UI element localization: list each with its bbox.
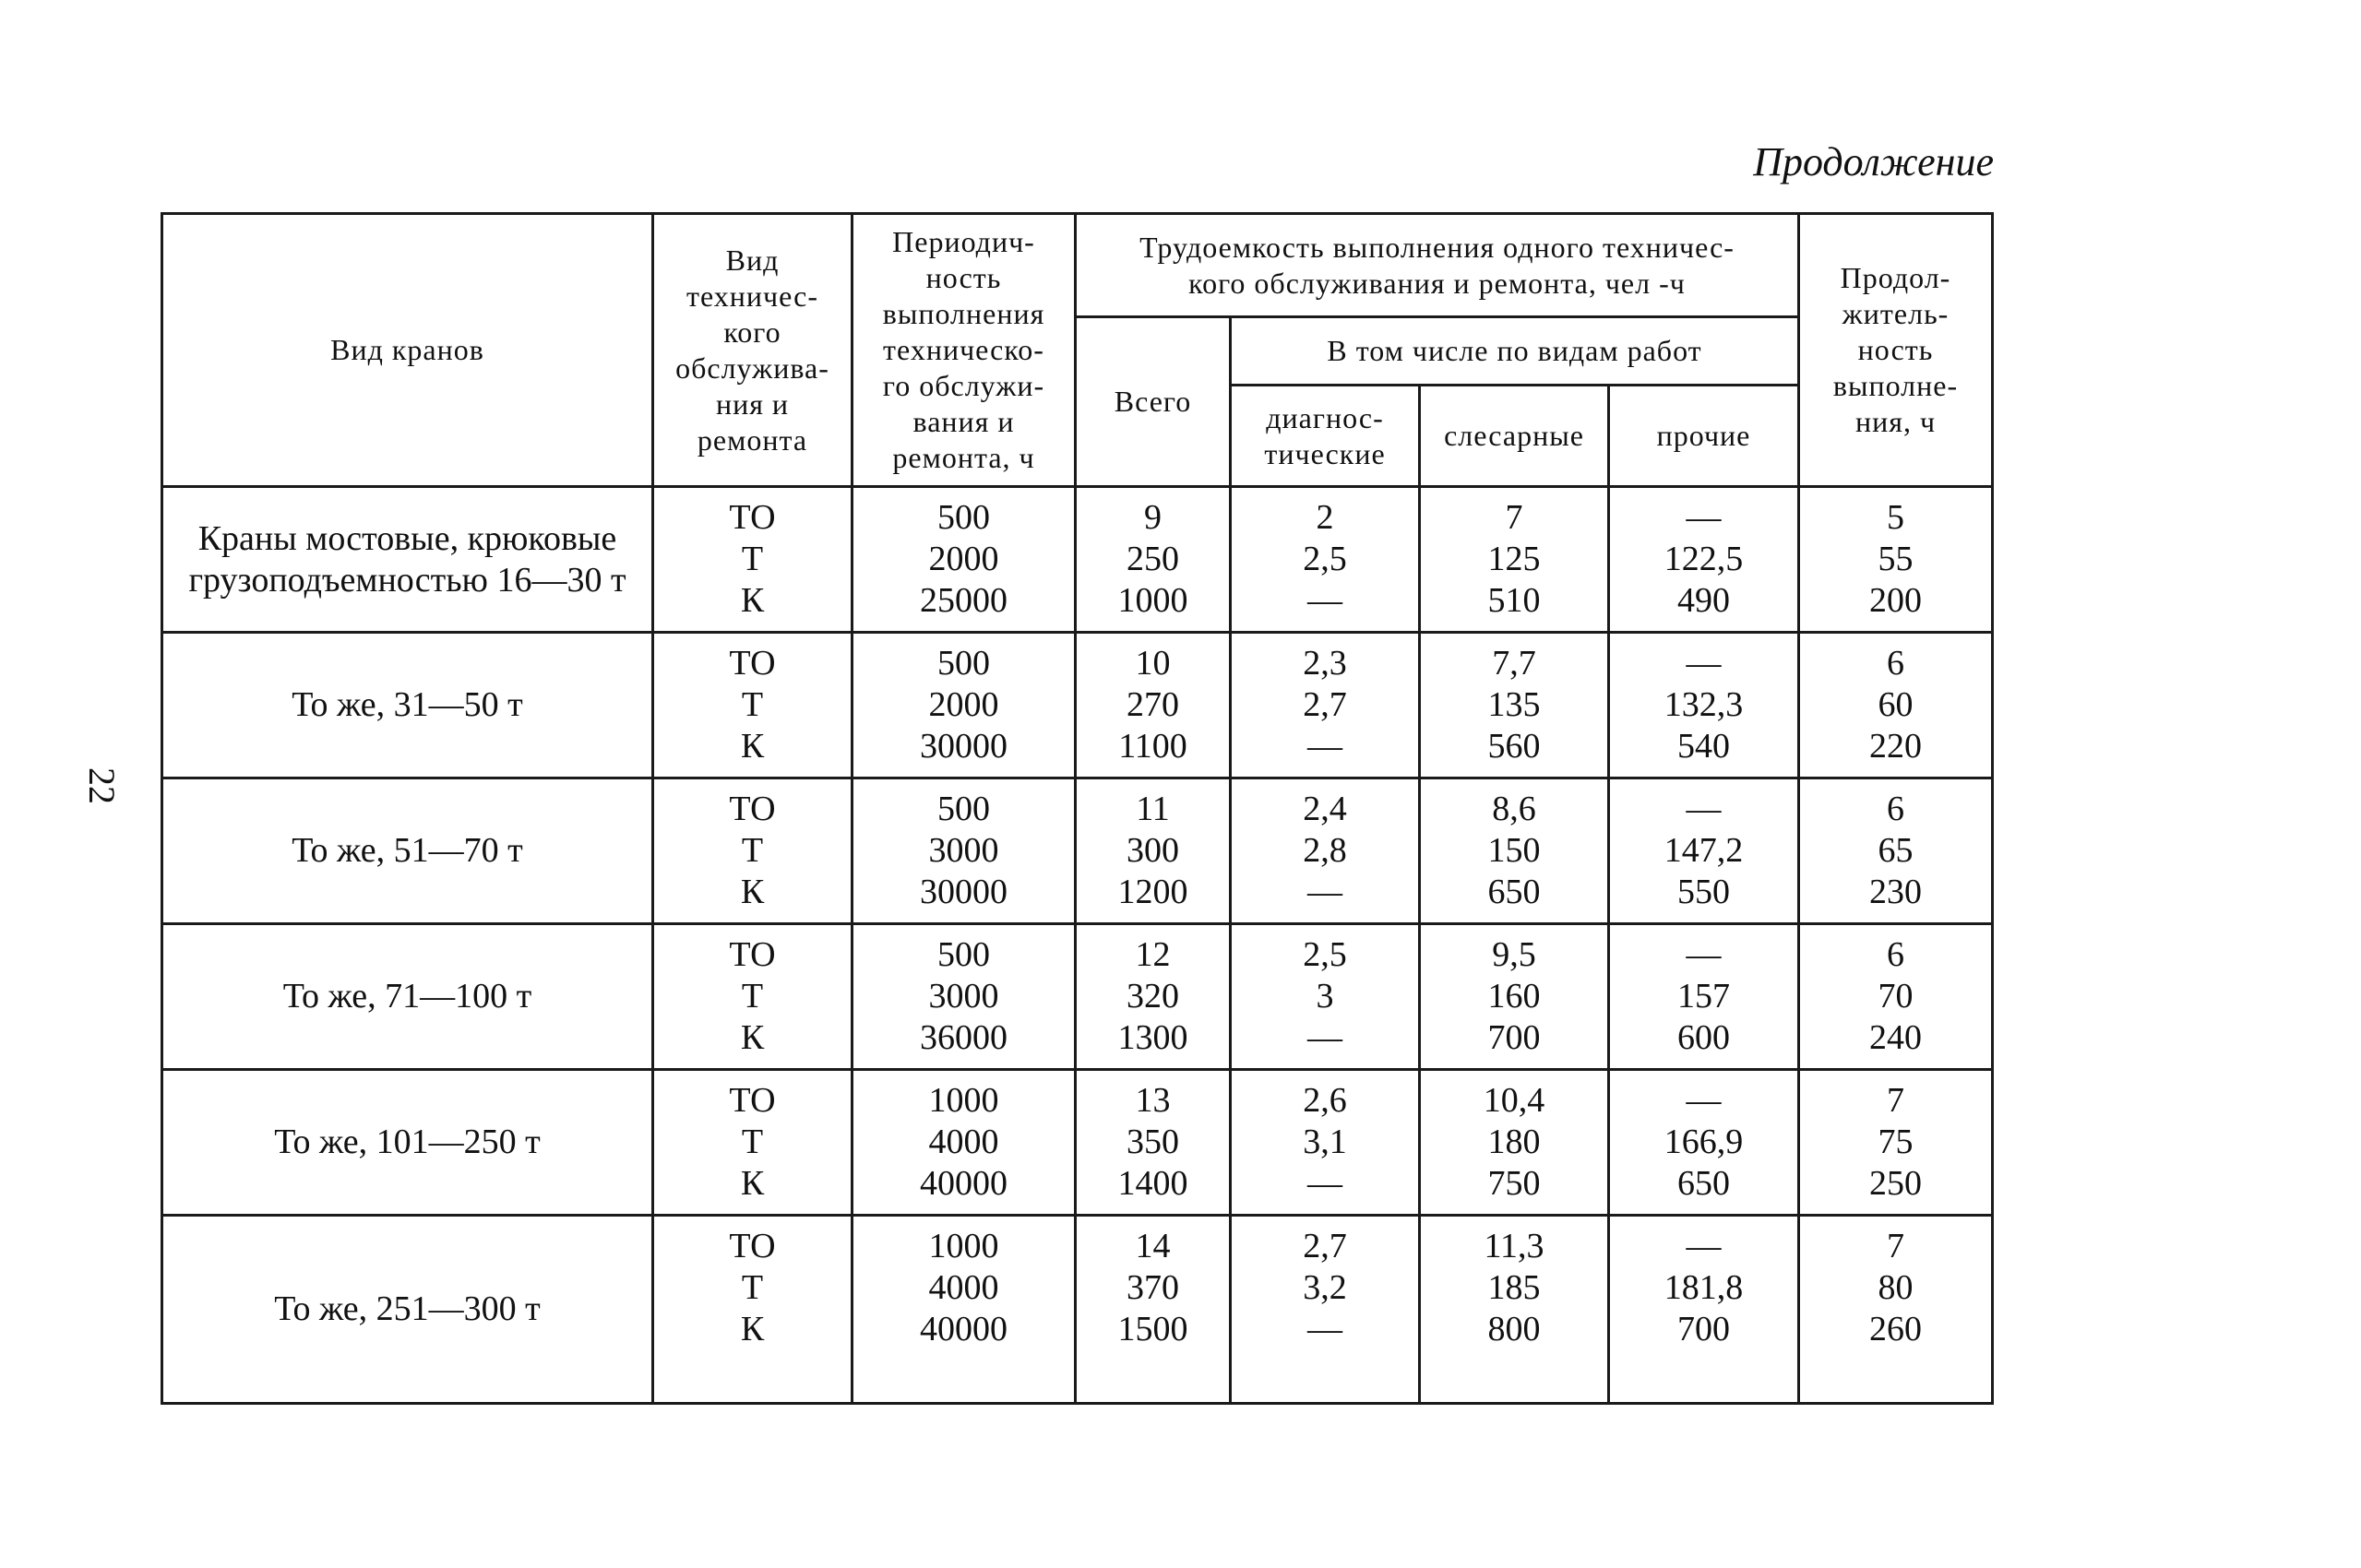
diagnostic-cell: 2 2,5 —	[1231, 487, 1420, 633]
diagnostic-cell: 2,4 2,8 —	[1231, 778, 1420, 924]
kinds-cell: ТО Т К	[653, 487, 853, 633]
total-cell: 11 300 1200	[1076, 778, 1231, 924]
table-row	[162, 778, 1993, 924]
periodicity-cell: 1000 4000 40000	[853, 1070, 1076, 1216]
header-service-type: Вид техничес- кого обслужива- ния и ремонта	[653, 214, 853, 487]
duration-cell: 6 70 240	[1799, 924, 1993, 1070]
crane-maintenance-table	[161, 212, 1994, 1405]
other-cell: — 181,8 700	[1609, 1216, 1799, 1404]
kinds-cell: ТО Т К	[653, 1216, 853, 1404]
total-cell: 12 320 1300	[1076, 924, 1231, 1070]
diagnostic-cell: 2,3 2,7 —	[1231, 633, 1420, 778]
header-diagnostic: диагнос- тические	[1231, 386, 1420, 487]
periodicity-cell: 500 3000 30000	[853, 778, 1076, 924]
header-fitting: слесарные	[1420, 386, 1609, 487]
crane-type-cell: То же, 101—250 т	[162, 1070, 653, 1216]
fitting-cell: 9,5 160 700	[1420, 924, 1609, 1070]
other-cell: — 132,3 540	[1609, 633, 1799, 778]
duration-cell: 6 60 220	[1799, 633, 1993, 778]
header-by-work-type: В том числе по видам работ	[1231, 317, 1799, 386]
page-number: 22	[81, 767, 123, 804]
crane-type-cell: Краны мостовые, крюковые грузоподъемностью 16—30 т	[162, 487, 653, 633]
fitting-cell: 11,3 185 800	[1420, 1216, 1609, 1404]
fitting-cell: 10,4 180 750	[1420, 1070, 1609, 1216]
kinds-cell: ТО Т К	[653, 778, 853, 924]
total-cell: 9 250 1000	[1076, 487, 1231, 633]
table-body	[162, 487, 1993, 1404]
header-other: прочие	[1609, 386, 1799, 487]
periodicity-cell: 500 2000 30000	[853, 633, 1076, 778]
header-labor-intensity: Трудоемкость выполнения одного техничес- кого обслуживания и ремонта, чел -ч	[1076, 214, 1799, 317]
header-total: Всего	[1076, 317, 1231, 487]
total-cell: 10 270 1100	[1076, 633, 1231, 778]
periodicity-cell: 500 3000 36000	[853, 924, 1076, 1070]
total-cell: 14 370 1500	[1076, 1216, 1231, 1404]
kinds-cell: ТО Т К	[653, 1070, 853, 1216]
table-row	[162, 1216, 1993, 1404]
crane-type-cell: То же, 51—70 т	[162, 778, 653, 924]
fitting-cell: 8,6 150 650	[1420, 778, 1609, 924]
header-crane-type: Вид кранов	[162, 214, 653, 487]
kinds-cell: ТО Т К	[653, 633, 853, 778]
periodicity-cell: 500 2000 25000	[853, 487, 1076, 633]
table-row	[162, 924, 1993, 1070]
table-row	[162, 487, 1993, 633]
total-cell: 13 350 1400	[1076, 1070, 1231, 1216]
table-row	[162, 1070, 1993, 1216]
duration-cell: 7 75 250	[1799, 1070, 1993, 1216]
header-periodicity: Периодич- ность выполнения техническо- го обслужи- вания и ремонта, ч	[853, 214, 1076, 487]
other-cell: — 157 600	[1609, 924, 1799, 1070]
kinds-cell: ТО Т К	[653, 924, 853, 1070]
continuation-note: Продолжение	[1753, 139, 1994, 184]
diagnostic-cell: 2,5 3 —	[1231, 924, 1420, 1070]
duration-cell: 5 55 200	[1799, 487, 1993, 633]
header-duration: Продол- житель- ность выполне- ния, ч	[1799, 214, 1993, 487]
duration-cell: 6 65 230	[1799, 778, 1993, 924]
other-cell: — 166,9 650	[1609, 1070, 1799, 1216]
crane-type-cell: То же, 71—100 т	[162, 924, 653, 1070]
periodicity-cell: 1000 4000 40000	[853, 1216, 1076, 1404]
other-cell: — 122,5 490	[1609, 487, 1799, 633]
crane-type-cell: То же, 251—300 т	[162, 1216, 653, 1404]
fitting-cell: 7 125 510	[1420, 487, 1609, 633]
diagnostic-cell: 2,7 3,2 —	[1231, 1216, 1420, 1404]
duration-cell: 7 80 260	[1799, 1216, 1993, 1404]
fitting-cell: 7,7 135 560	[1420, 633, 1609, 778]
table-row	[162, 633, 1993, 778]
other-cell: — 147,2 550	[1609, 778, 1799, 924]
crane-type-cell: То же, 31—50 т	[162, 633, 653, 778]
diagnostic-cell: 2,6 3,1 —	[1231, 1070, 1420, 1216]
